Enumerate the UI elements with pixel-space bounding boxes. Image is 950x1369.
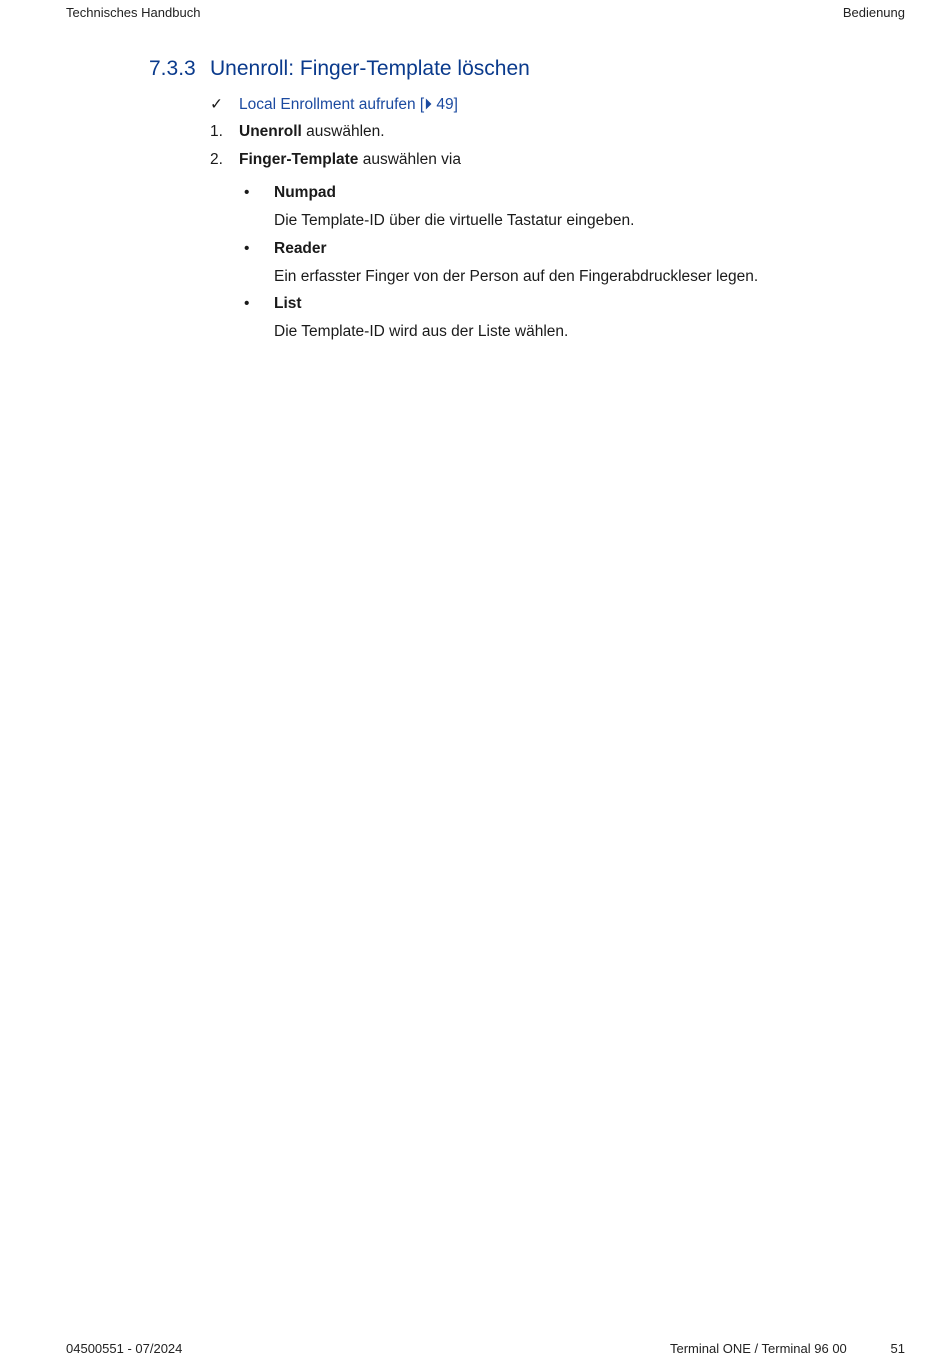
bullet-icon: • [244,184,250,201]
section-title: Unenroll: Finger-Template löschen [210,57,530,80]
step-number: 2. [210,151,223,168]
page-reference: 49] [432,96,458,113]
prerequisite-link-text: Local Enrollment aufrufen [ [239,96,425,113]
footer-document-number: 04500551 - 07/2024 [66,1341,183,1356]
prerequisite [210,95,458,114]
option-description: Die Template-ID wird aus der Liste wählen. [274,323,569,340]
local-enrollment-link[interactable] [239,96,458,113]
step-text: auswählen. [301,123,385,140]
step-number: 1. [210,123,223,140]
section-number: 7.3.3 [149,57,196,80]
step-keyword: Finger-Template [239,151,359,168]
header-chapter-title: Bedienung [842,5,905,20]
step-text: auswählen via [358,151,461,168]
section-heading [149,57,530,81]
option-reader [244,240,327,258]
bullet-icon: • [244,240,250,257]
option-label: Numpad [274,184,336,201]
step-keyword: Unenroll [239,123,302,140]
option-description: Ein erfasster Finger von der Person auf den Fingerabdruckleser legen. [274,268,759,285]
option-numpad [244,184,336,202]
option-description: Die Template-ID über die virtuelle Tastatur eingeben. [274,212,635,229]
option-list [244,295,302,313]
step-1 [210,123,385,141]
option-label: List [274,295,302,312]
bullet-icon: • [244,295,250,312]
option-label: Reader [274,240,327,257]
step-2 [210,151,461,169]
check-icon: ✓ [210,96,223,113]
arrow-right-icon: ⏵ [424,96,433,113]
header-document-title: Technisches Handbuch [66,5,201,20]
page-number: 51 [890,1341,905,1356]
footer-product-name: Terminal ONE / Terminal 96 00 [670,1341,847,1356]
